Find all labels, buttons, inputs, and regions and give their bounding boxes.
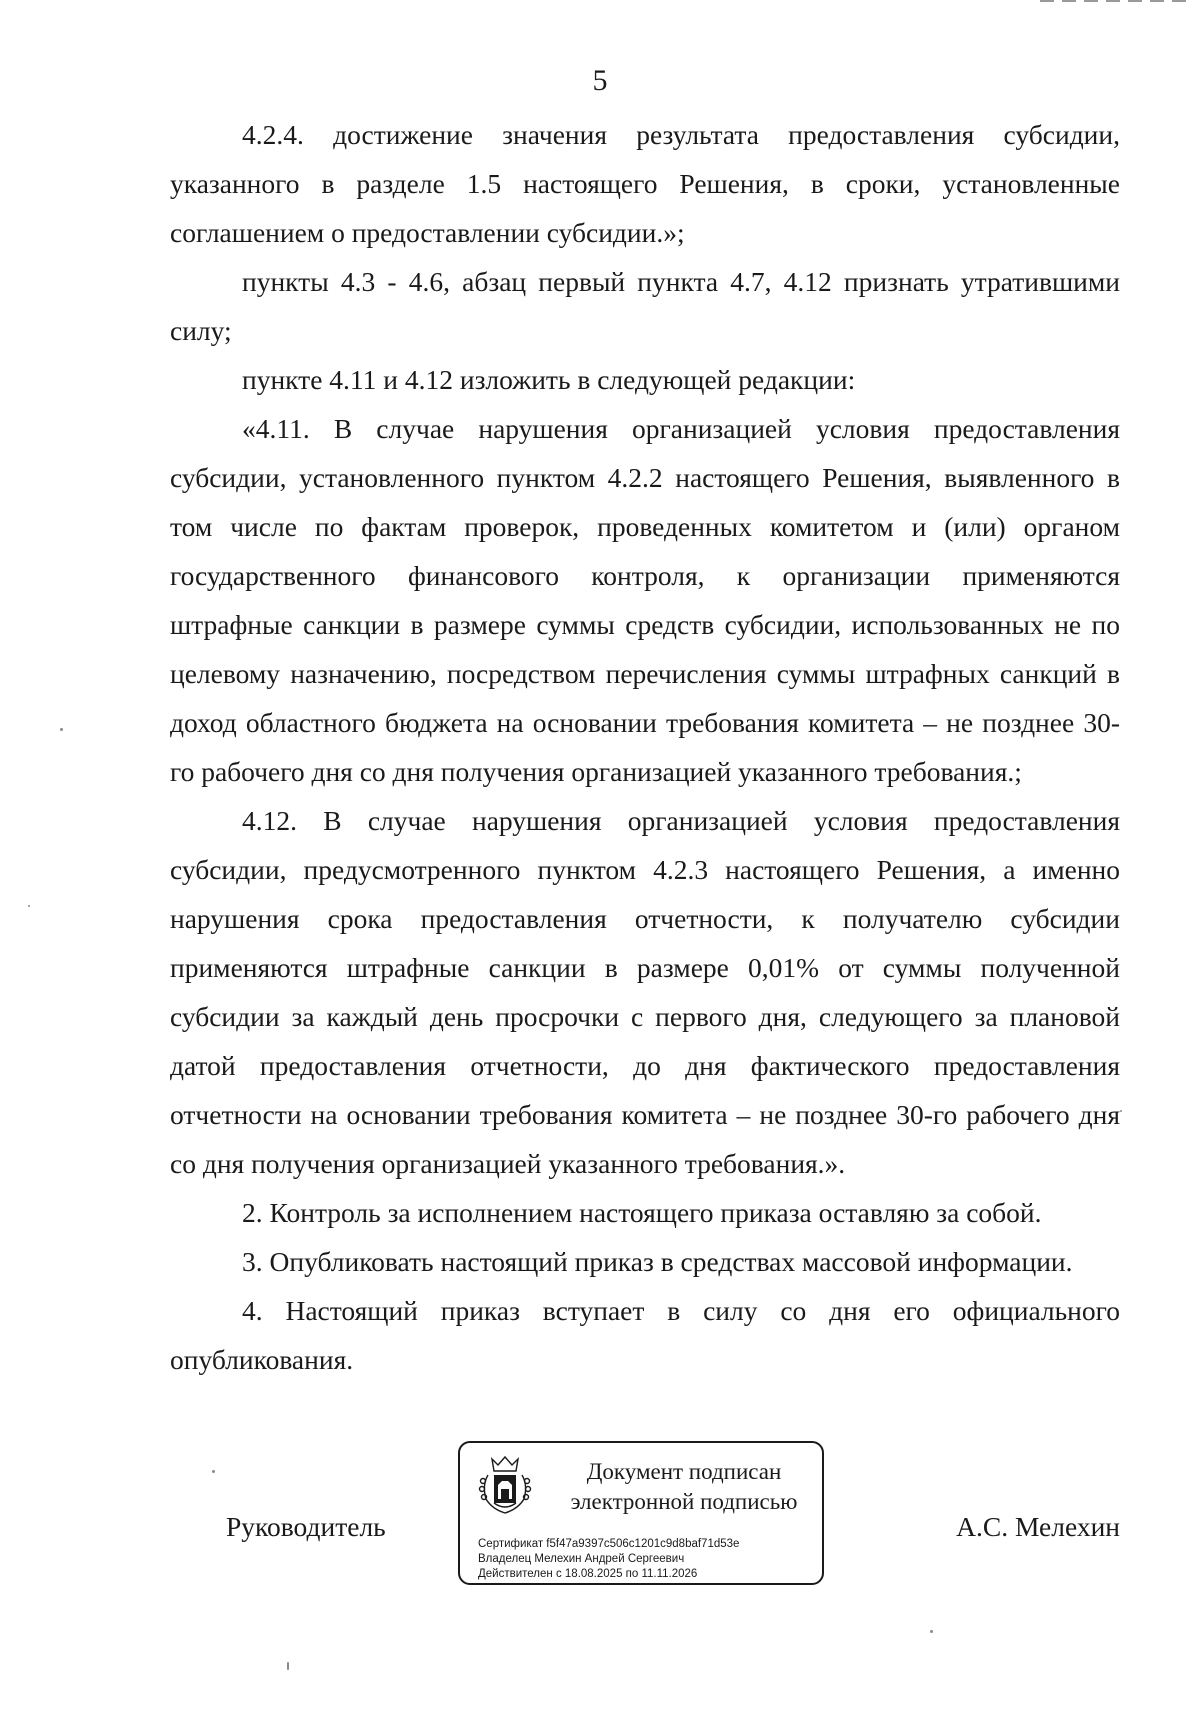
paragraph: 3. Опубликовать настоящий приказ в средствах массовой информации.	[242, 1246, 1073, 1277]
paragraph: пункте 4.11 и 4.12 изложить в следующей редакции:	[242, 364, 856, 395]
scan-speck	[1120, 1110, 1122, 1112]
paragraph: пункты 4.3 - 4.6, абзац первый пункта 4.7, 4.12 признать утратившими силу;	[170, 266, 1120, 346]
paragraph: «4.11. В случае нарушения организацией условия предоставления субсидии, установленного пунктом 4.2.2 настоящего Решения, выявленного в том числе по фактам проверок, проведенных комитетом и (или) органом государственного финансового контроля, к организации применяются штрафные санкции в размере суммы средств субсидии, использованных не по целевому назначению, посредством перечисления суммы штрафных санкций в доход областного бюджета на основании требования комитета – не позднее 30-го рабочего дня со дня получения организацией указанного требования.;	[170, 413, 1120, 787]
scan-speck	[930, 1630, 933, 1633]
stamp-title-line: электронной подписью	[570, 1489, 798, 1514]
page-number: 5	[592, 64, 608, 97]
scan-speck	[212, 1470, 215, 1473]
signer-role: Руководитель	[226, 1511, 386, 1542]
signature-block	[0, 1441, 1200, 1601]
scan-speck	[28, 905, 30, 907]
stamp-certificate: Сертификат f5f47a9397c506c1201c9d8baf71d53e	[478, 1538, 740, 1550]
stamp-owner: Владелец Мелехин Андрей Сергеевич	[478, 1553, 685, 1565]
signer-name: А.С. Мелехин	[956, 1511, 1120, 1542]
document-body	[170, 110, 1120, 1384]
stamp-title	[550, 1457, 818, 1517]
stamp-validity: Действителен с 18.08.2025 по 11.11.2026	[478, 1568, 698, 1580]
paragraph: 4.12. В случае нарушения организацией условия предоставления субсидии, предусмотренного пунктом 4.2.3 настоящего Решения, а именно нарушения срока предоставления отчетности, к получателю субсидии применяются штрафные санкции в размере 0,01% от суммы полученной субсидии за каждый день просрочки с первого дня, следующего за плановой датой предоставления отчетности, до дня фактического предоставления отчетности на основании требования комитета – не позднее 30-го рабочего дня со дня получения организацией указанного требования.».	[170, 805, 1120, 1179]
electronic-signature-stamp	[458, 1441, 824, 1585]
paragraph: 4. Настоящий приказ вступает в силу со дня его официального опубликования.	[170, 1295, 1120, 1375]
coat-of-arms-icon	[478, 1455, 532, 1517]
scan-edge-mark	[1040, 0, 1190, 2]
scan-speck	[60, 728, 63, 731]
scan-speck	[287, 1662, 289, 1670]
stamp-title-line: Документ подписан	[586, 1459, 782, 1484]
stamp-details	[478, 1537, 739, 1582]
paragraph: 4.2.4. достижение значения результата предоставления субсидии, указанного в разделе 1.5 настоящего Решения, в сроки, установленные соглашением о предоставлении субсидии.»;	[170, 119, 1120, 248]
paragraph: 2. Контроль за исполнением настоящего приказа оставляю за собой.	[242, 1197, 1042, 1228]
